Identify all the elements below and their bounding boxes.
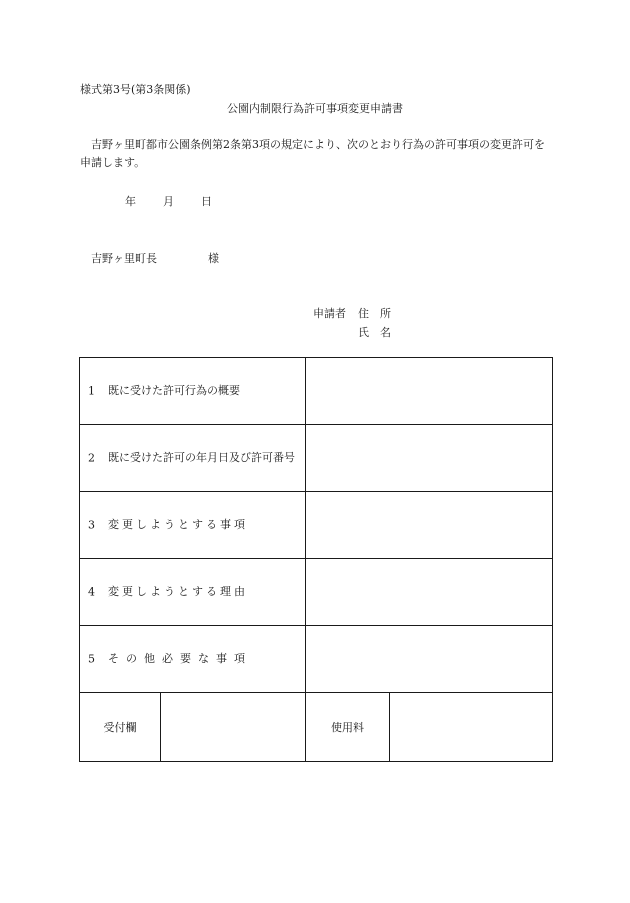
fee-input-cell[interactable]	[390, 693, 553, 762]
row-5-input-cell[interactable]	[306, 626, 553, 693]
addressee-honorific: 様	[208, 252, 219, 265]
row-2-input-cell[interactable]	[306, 425, 553, 492]
row-number: 4	[88, 585, 95, 599]
row-label-cell	[80, 425, 306, 492]
date-line	[125, 193, 212, 209]
row-1-input-cell[interactable]	[306, 358, 553, 425]
body-text: 吉野ヶ里町都市公園条例第2条第3項の規定により、次のとおり行為の許可事項の変更許可を申請します。	[80, 138, 545, 169]
row-label: 既に受けた許可行為の概要	[108, 384, 240, 397]
table-row	[80, 693, 553, 762]
row-label-cell	[80, 559, 306, 626]
fee-label: 使用料	[306, 693, 390, 762]
document-title: 公園内制限行為許可事項変更申請書	[227, 102, 403, 115]
row-label: 変更しようとする理由	[108, 585, 248, 598]
applicant-address-label: 住 所	[358, 307, 391, 320]
date-year: 年	[125, 195, 136, 208]
application-form-table	[79, 357, 553, 762]
addressee: 吉野ヶ里町長	[91, 252, 157, 265]
row-number: 3	[88, 518, 95, 532]
row-label-cell	[80, 626, 306, 693]
row-label-cell	[80, 358, 306, 425]
form-number: 様式第3号(第3条関係)	[80, 83, 191, 96]
reception-input-cell[interactable]	[161, 693, 306, 762]
table-row	[80, 626, 553, 693]
row-3-input-cell[interactable]	[306, 492, 553, 559]
row-number: 5	[88, 652, 95, 666]
row-number: 1	[88, 384, 95, 398]
row-label: 変更しようとする事項	[108, 518, 248, 531]
date-month: 月	[163, 195, 174, 208]
row-label-cell	[80, 492, 306, 559]
table-row	[80, 492, 553, 559]
row-4-input-cell[interactable]	[306, 559, 553, 626]
table-row	[80, 425, 553, 492]
reception-label: 受付欄	[80, 693, 161, 762]
table-row	[80, 358, 553, 425]
row-label: その他必要な事項	[108, 652, 252, 665]
table-row	[80, 559, 553, 626]
applicant-name-label: 氏 名	[358, 326, 391, 339]
applicant-label: 申請者	[313, 307, 346, 320]
row-number: 2	[88, 451, 95, 465]
row-label: 既に受けた許可の年月日及び許可番号	[108, 451, 295, 464]
date-day: 日	[201, 195, 212, 208]
